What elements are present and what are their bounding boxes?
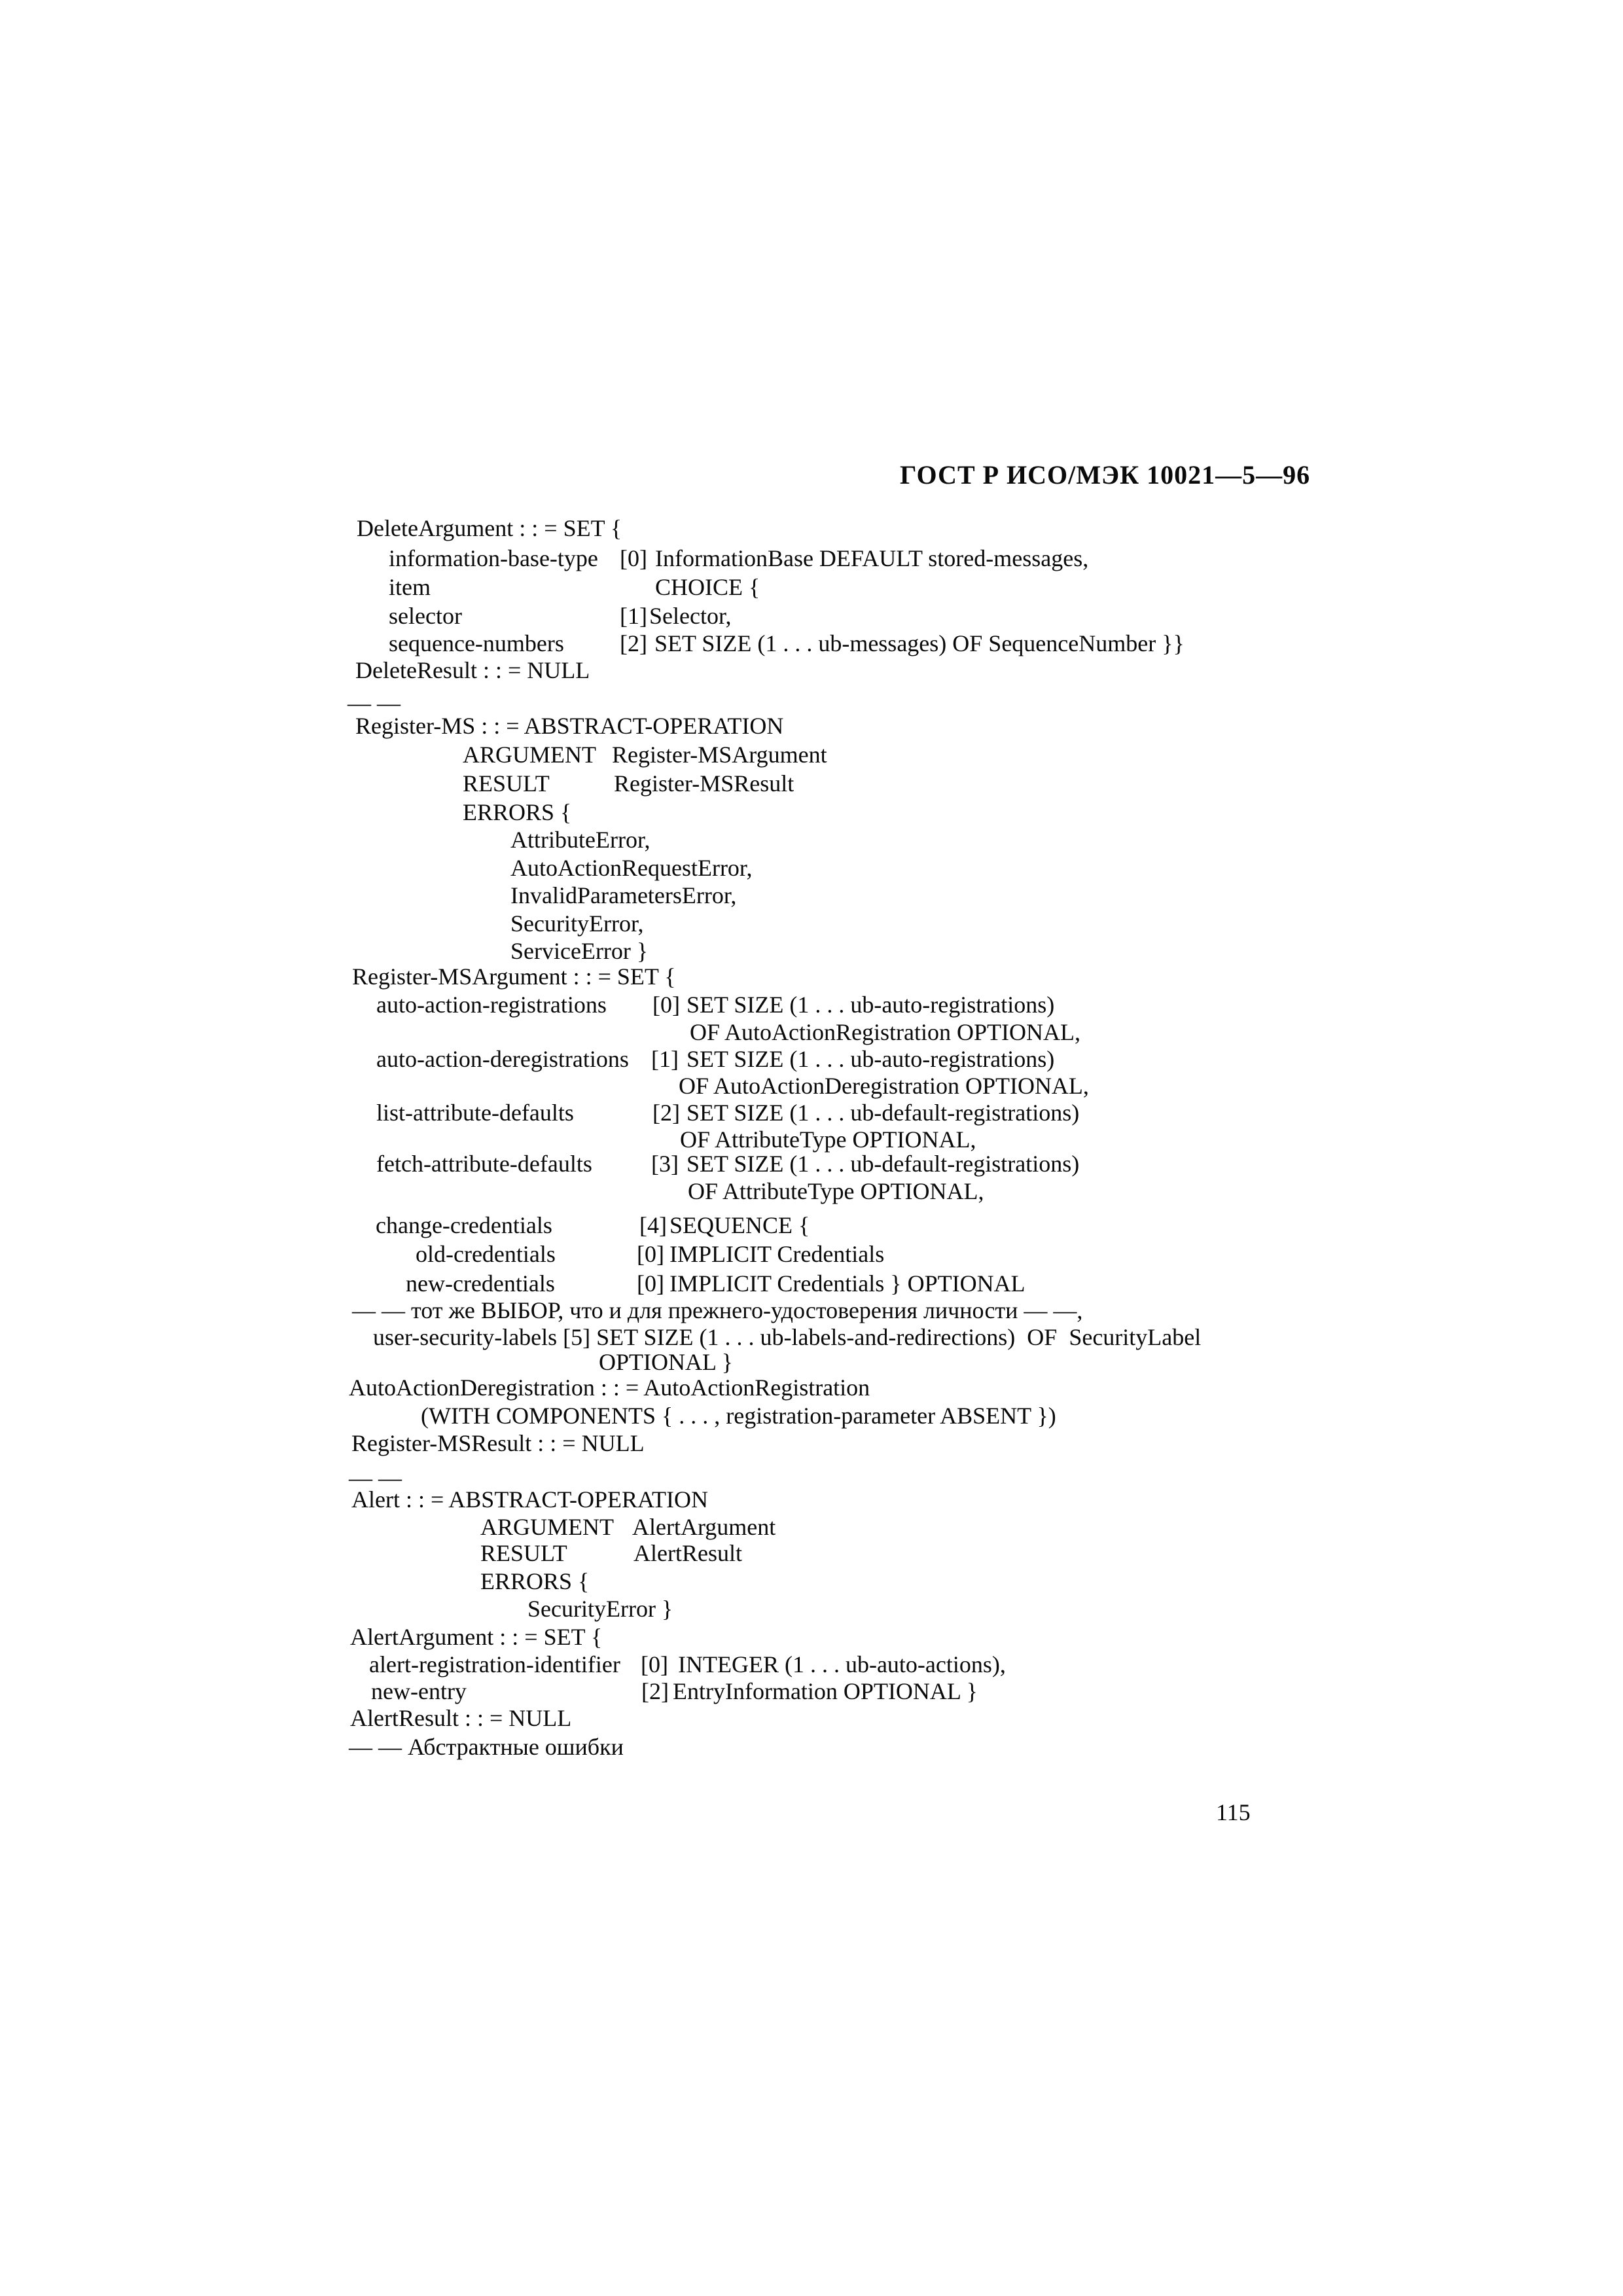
asn1-text-segment: AlertArgument — [632, 1514, 776, 1540]
asn1-line — [0, 1733, 1623, 1762]
asn1-line — [0, 1072, 1623, 1101]
asn1-text-segment: [0] — [637, 1270, 664, 1297]
asn1-line — [0, 798, 1623, 827]
asn1-line — [0, 1651, 1623, 1679]
asn1-text-segment: item — [389, 574, 431, 600]
asn1-text-segment: ERRORS { — [480, 1568, 590, 1594]
asn1-line — [0, 1486, 1623, 1515]
asn1-text-segment: [0] — [637, 1241, 664, 1267]
asn1-line — [0, 1045, 1623, 1074]
asn1-text-segment: new-credentials — [406, 1270, 555, 1297]
asn1-text-segment: IMPLICIT Credentials — [669, 1241, 885, 1267]
asn1-line — [0, 573, 1623, 602]
asn1-text-segment: SET SIZE (1 . . . ub-default-registrations) — [687, 1151, 1080, 1177]
asn1-text-segment: DeleteArgument : : = SET { — [357, 515, 622, 541]
asn1-text-segment: AutoActionRequestError, — [510, 855, 753, 881]
asn1-text-segment: Selector, — [649, 603, 732, 629]
asn1-text-segment: [1] — [620, 603, 647, 629]
asn1-text-segment: — — тот же ВЫБОР, что и для прежнего-удостоверения личности — —, — [352, 1297, 1083, 1323]
asn1-text-segment: fetch-attribute-defaults — [376, 1151, 592, 1177]
asn1-text-segment: auto-action-deregistrations — [376, 1046, 629, 1072]
asn1-text-segment: (WITH COMPONENTS { . . . , registration-parameter ABSENT }) — [421, 1403, 1056, 1429]
asn1-text-segment: SET SIZE (1 . . . ub-default-registrations) — [687, 1100, 1080, 1126]
asn1-text-segment: [2] — [652, 1100, 680, 1126]
asn1-text-segment: AutoActionDeregistration : : = AutoActionRegistration — [349, 1374, 870, 1401]
asn1-line — [0, 630, 1623, 658]
asn1-line — [0, 1099, 1623, 1128]
asn1-text-segment: information-base-type — [389, 545, 598, 571]
asn1-text-segment: ARGUMENT — [463, 742, 596, 768]
asn1-text-segment: [1] — [651, 1046, 679, 1072]
asn1-text-segment: SecurityError } — [527, 1596, 673, 1622]
asn1-line — [0, 1595, 1623, 1624]
asn1-line — [0, 1402, 1623, 1431]
asn1-text-segment: AlertResult — [633, 1540, 742, 1566]
asn1-text-segment: AlertArgument : : = SET { — [350, 1624, 603, 1650]
asn1-text-segment: CHOICE { — [655, 574, 760, 600]
asn1-line — [0, 1177, 1623, 1206]
asn1-text-segment: Alert : : = ABSTRACT-OPERATION — [351, 1486, 709, 1513]
asn1-line — [0, 854, 1623, 883]
asn1-text-segment: sequence-numbers — [389, 630, 564, 656]
asn1-text-segment: [2] — [641, 1678, 669, 1704]
asn1-text-segment: — — — [349, 1465, 402, 1491]
asn1-text-segment: auto-action-registrations — [376, 992, 607, 1018]
asn1-text-segment: InformationBase DEFAULT stored-messages, — [655, 545, 1089, 571]
asn1-text-segment: InvalidParametersError, — [510, 882, 737, 908]
asn1-text-segment: list-attribute-defaults — [376, 1100, 574, 1126]
asn1-text-segment: user-security-labels [5] SET SIZE (1 . . . ub-labels-and-redirections) OF SecurityLabel — [373, 1324, 1202, 1350]
asn1-text-segment: new-entry — [371, 1678, 467, 1704]
asn1-text-segment: [0] — [641, 1651, 668, 1677]
asn1-line — [0, 1677, 1623, 1706]
asn1-text-segment: AlertResult : : = NULL — [350, 1705, 572, 1731]
asn1-text-segment: ERRORS { — [463, 799, 572, 825]
asn1-line — [0, 741, 1623, 770]
asn1-text-segment: [0] — [652, 992, 680, 1018]
asn1-line — [0, 910, 1623, 939]
asn1-text-segment: Register-MSArgument — [612, 742, 827, 768]
asn1-text-segment: EntryInformation OPTIONAL } — [673, 1678, 978, 1704]
asn1-text-segment: alert-registration-identifier — [369, 1651, 620, 1677]
asn1-line — [0, 1623, 1623, 1652]
asn1-text-segment: ServiceError } — [510, 938, 649, 964]
asn1-line — [0, 826, 1623, 855]
asn1-line — [0, 963, 1623, 992]
asn1-line — [0, 656, 1623, 685]
asn1-line — [0, 1297, 1623, 1325]
asn1-text-segment: OF AttributeType OPTIONAL, — [688, 1178, 984, 1204]
asn1-text-segment: Register-MSResult : : = NULL — [351, 1430, 645, 1456]
standard-designation: ГОСТ Р ИСО/МЭК 10021—5—96 — [900, 460, 1311, 490]
asn1-text-segment: SEQUENCE { — [669, 1212, 810, 1238]
asn1-line — [0, 1240, 1623, 1269]
asn1-text-segment: SET SIZE (1 . . . ub-auto-registrations) — [687, 1046, 1055, 1072]
asn1-text-segment: AttributeError, — [510, 827, 651, 853]
asn1-text-segment: DeleteResult : : = NULL — [355, 657, 590, 683]
asn1-text-segment: ARGUMENT — [480, 1514, 614, 1540]
asn1-text-segment: change-credentials — [376, 1212, 552, 1238]
asn1-line — [0, 1513, 1623, 1542]
asn1-text-segment: [4] — [639, 1212, 667, 1238]
asn1-line — [0, 1348, 1623, 1377]
asn1-text-segment: Register-MS : : = ABSTRACT-OPERATION — [355, 713, 784, 739]
asn1-line — [0, 1539, 1623, 1568]
asn1-line — [0, 991, 1623, 1020]
asn1-line — [0, 545, 1623, 573]
asn1-text-segment: SecurityError, — [510, 910, 644, 937]
asn1-line — [0, 1704, 1623, 1733]
asn1-line — [0, 1211, 1623, 1240]
asn1-text-segment: old-credentials — [416, 1241, 556, 1267]
asn1-line — [0, 514, 1623, 543]
asn1-line — [0, 1270, 1623, 1299]
asn1-text-segment: IMPLICIT Credentials } OPTIONAL — [669, 1270, 1026, 1297]
asn1-line — [0, 770, 1623, 798]
asn1-line — [0, 1018, 1623, 1047]
asn1-text-segment: Register-MSResult — [614, 770, 794, 797]
asn1-line — [0, 712, 1623, 741]
asn1-text-segment: selector — [389, 603, 462, 629]
asn1-line — [0, 1568, 1623, 1596]
asn1-text-segment: OF AttributeType OPTIONAL, — [680, 1126, 976, 1153]
asn1-text-segment: OF AutoActionDeregistration OPTIONAL, — [679, 1073, 1089, 1099]
asn1-text-segment: RESULT — [480, 1540, 567, 1566]
asn1-text-segment: Register-MSArgument : : = SET { — [352, 963, 676, 990]
page-number: 115 — [1216, 1799, 1251, 1825]
asn1-text-segment: SET SIZE (1 . . . ub-auto-registrations) — [687, 992, 1055, 1018]
asn1-text-segment: [2] — [620, 630, 647, 656]
asn1-text-segment: [3] — [651, 1151, 679, 1177]
asn1-text-segment: RESULT — [463, 770, 550, 797]
asn1-text-segment: — — Абстрактные ошибки — [349, 1734, 624, 1760]
asn1-line — [0, 1150, 1623, 1179]
asn1-text-segment: — — — [348, 690, 401, 716]
asn1-text-segment: [0] — [620, 545, 647, 571]
asn1-line — [0, 1374, 1623, 1403]
asn1-line — [0, 1429, 1623, 1458]
asn1-line — [0, 882, 1623, 910]
asn1-text-segment: OPTIONAL } — [599, 1349, 733, 1375]
asn1-line — [0, 937, 1623, 966]
asn1-text-segment: INTEGER (1 . . . ub-auto-actions), — [678, 1651, 1006, 1677]
asn1-text-segment: OF AutoActionRegistration OPTIONAL, — [690, 1019, 1080, 1045]
asn1-line — [0, 602, 1623, 631]
asn1-text-segment: SET SIZE (1 . . . ub-messages) OF SequenceNumber }} — [654, 630, 1185, 656]
